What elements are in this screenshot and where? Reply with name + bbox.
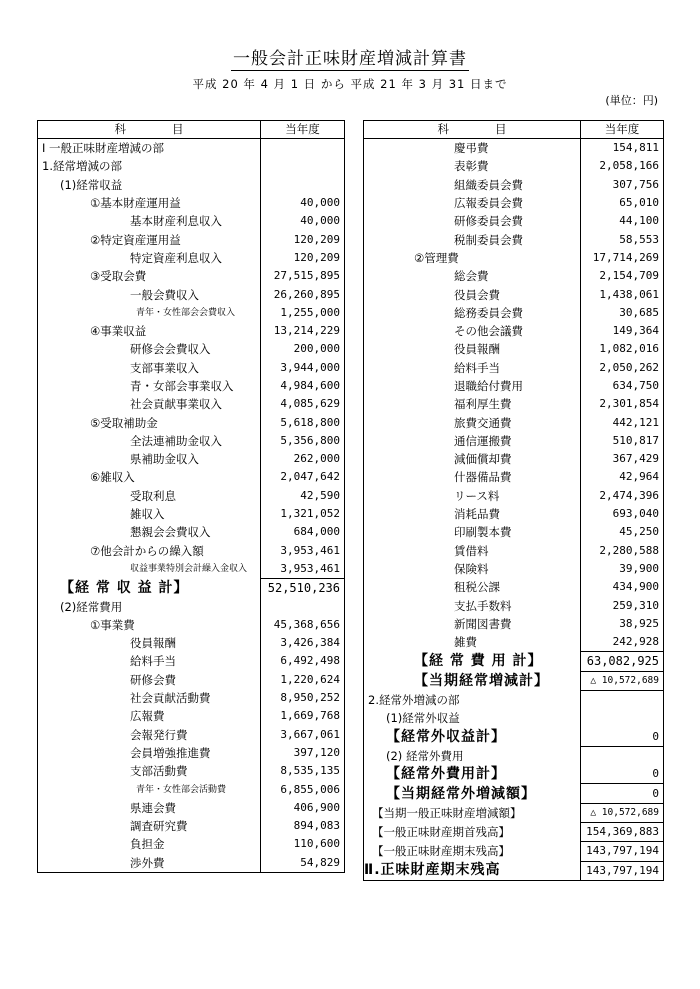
table-row (38, 487, 345, 505)
row-label: 保険料 (364, 560, 581, 578)
row-amount: 3,953,461 (280, 543, 340, 557)
table-row (364, 194, 664, 212)
row-label: 研修会費 (38, 671, 261, 689)
table-row (364, 304, 664, 322)
table-row (364, 728, 664, 747)
row-label: 受取利息 (38, 487, 261, 505)
row-label: 通信運搬費 (364, 432, 581, 450)
table-row (364, 267, 664, 285)
row-amount: 3,667,061 (280, 727, 340, 741)
row-amount: 434,900 (612, 580, 659, 594)
amount-header: 当年度 (261, 121, 345, 139)
table-row (364, 176, 664, 194)
unit-label: (単位：円) (605, 94, 658, 107)
table-row (364, 803, 664, 822)
table-row (364, 596, 664, 614)
row-label: 組織委員会費 (364, 176, 581, 194)
row-amount (581, 709, 664, 727)
row-label: Ⅰ 一般正味財産増減の部 (38, 139, 261, 158)
row-label: 【当期一般正味財産増減額】 (364, 803, 581, 822)
row-amount: 367,429 (612, 452, 659, 466)
table-row (364, 652, 664, 671)
table-row (364, 861, 664, 880)
row-amount: 38,925 (619, 616, 659, 630)
table-row (38, 249, 345, 267)
row-amount: 26,260,895 (273, 287, 340, 301)
row-label: 研修委員会費 (364, 212, 581, 230)
row-label: 旅費交通費 (364, 413, 581, 431)
table-row (364, 615, 664, 633)
row-label: 会員増強推進費 (38, 744, 261, 762)
table-row (364, 633, 664, 652)
row-amount: 27,515,895 (273, 269, 340, 283)
header-row (38, 121, 345, 139)
row-label: 県連会費 (38, 799, 261, 817)
table-row (38, 671, 345, 689)
row-amount: 54,829 (300, 855, 340, 869)
row-amount: 45,250 (619, 525, 659, 539)
table-row (38, 707, 345, 725)
row-label: 会報発行費 (38, 726, 261, 744)
row-label: 税制委員会費 (364, 230, 581, 248)
header-row (364, 121, 664, 139)
row-amount: 40,000 (300, 196, 340, 210)
row-amount: 1,669,768 (280, 709, 340, 723)
table-row (364, 578, 664, 596)
row-amount: 143,797,194 (581, 842, 664, 861)
row-label: 支払手数料 (364, 596, 581, 614)
table-row (38, 176, 345, 194)
table-row (38, 762, 345, 780)
table-row (364, 671, 664, 690)
row-amount: 2,047,642 (280, 470, 340, 484)
row-label: (2) 経常外費用 (364, 746, 581, 765)
row-amount: 8,535,135 (280, 764, 340, 778)
row-label: 広報費 (38, 707, 261, 725)
row-amount: 2,474,396 (599, 488, 659, 502)
document-title: 一般会計正味財産増減計算書 (233, 49, 467, 69)
row-label: 役員会費 (364, 285, 581, 303)
row-label: ⑦他会計からの繰入額 (38, 542, 261, 560)
table-row (364, 784, 664, 803)
row-amount (261, 176, 345, 194)
table-row (364, 139, 664, 158)
row-amount: 2,050,262 (599, 360, 659, 374)
row-amount: 242,928 (581, 633, 664, 652)
row-amount: 17,714,269 (592, 250, 659, 264)
row-amount: 2,154,709 (599, 269, 659, 283)
table-row (38, 505, 345, 523)
row-amount: 42,590 (300, 488, 340, 502)
row-label: ③受取会費 (38, 267, 261, 285)
table-row (364, 359, 664, 377)
table-row (364, 157, 664, 175)
row-amount: 2,058,166 (599, 159, 659, 173)
row-label: 2.経常外増減の部 (364, 690, 581, 709)
table-row (364, 542, 664, 560)
row-label: ①基本財産運用益 (38, 194, 261, 212)
row-label: ④事業収益 (38, 322, 261, 340)
table-row (364, 450, 664, 468)
table-row (364, 487, 664, 505)
row-label: ②特定資産運用益 (38, 230, 261, 248)
row-amount: 39,900 (619, 561, 659, 575)
row-label: 県補助金収入 (38, 450, 261, 468)
amount-header: 当年度 (581, 121, 664, 139)
row-amount (581, 746, 664, 765)
table-row (364, 468, 664, 486)
table-row (364, 395, 664, 413)
row-amount: 0 (581, 728, 664, 747)
row-amount (261, 597, 345, 615)
row-amount: 1,255,000 (280, 305, 340, 319)
row-label: 全法連補助金収入 (38, 432, 261, 450)
right-statement-table (363, 120, 664, 881)
row-amount: △ 10,572,689 (581, 671, 664, 690)
table-row (364, 432, 664, 450)
table-row (364, 340, 664, 358)
row-label: 社会貢献事業収入 (38, 395, 261, 413)
row-label: 支部活動費 (38, 762, 261, 780)
row-amount: 120,209 (293, 250, 340, 264)
table-row (38, 322, 345, 340)
table-row (364, 765, 664, 784)
table-row (364, 505, 664, 523)
row-amount: 65,010 (619, 196, 659, 210)
row-label: 懇親会会費収入 (38, 523, 261, 541)
row-label: 【経 常 収 益 計】 (38, 579, 261, 598)
row-label: 賃借料 (364, 542, 581, 560)
row-amount: 4,984,600 (280, 379, 340, 392)
table-row (38, 523, 345, 541)
row-label: 什器備品費 (364, 468, 581, 486)
table-row (38, 285, 345, 303)
row-label: 新聞図書費 (364, 615, 581, 633)
table-row (38, 194, 345, 212)
row-label: 雑収入 (38, 505, 261, 523)
table-row (38, 634, 345, 652)
table-row (38, 542, 345, 560)
row-amount: 3,426,384 (280, 636, 340, 650)
row-amount: 42,964 (619, 470, 659, 484)
row-amount: 44,100 (619, 214, 659, 228)
table-row (38, 212, 345, 230)
row-label: 社会貢献活動費 (38, 689, 261, 707)
row-label: 表彰費 (364, 157, 581, 175)
table-row (38, 377, 345, 395)
table-row (38, 854, 345, 873)
item-header: 科 目 (364, 121, 581, 139)
row-label: 支部事業収入 (38, 359, 261, 377)
row-amount: 262,000 (293, 452, 340, 466)
row-label: ①事業費 (38, 616, 261, 634)
row-label: 福利厚生費 (364, 395, 581, 413)
table-row (38, 267, 345, 285)
row-label: 広報委員会費 (364, 194, 581, 212)
table-row (38, 450, 345, 468)
left-statement-table (37, 120, 345, 873)
table-row (364, 709, 664, 727)
row-amount: 307,756 (612, 177, 659, 191)
row-amount: 120,209 (293, 232, 340, 246)
table-row (364, 212, 664, 230)
table-row (38, 359, 345, 377)
table-row (38, 616, 345, 634)
row-amount: 5,618,800 (280, 415, 340, 429)
row-amount: 6,492,498 (280, 654, 340, 668)
row-label: (2)経常費用 (38, 597, 261, 615)
row-amount: 30,685 (619, 305, 659, 319)
row-label: 雑費 (364, 633, 581, 652)
row-amount: 2,301,854 (599, 397, 659, 411)
row-label: リース料 (364, 487, 581, 505)
row-amount: 406,900 (293, 800, 340, 814)
row-amount: 634,750 (612, 379, 659, 392)
row-amount (261, 139, 345, 158)
row-label: 【経 常 費 用 計】 (364, 652, 581, 671)
row-label: 役員報酬 (38, 634, 261, 652)
row-label: 一般会費収入 (38, 285, 261, 303)
row-label: (1)経常収益 (38, 176, 261, 194)
table-row (364, 690, 664, 709)
table-row (38, 395, 345, 413)
table-row (364, 322, 664, 340)
table-row (38, 413, 345, 431)
row-label: 青・女部会事業収入 (38, 377, 261, 395)
row-amount: 1,321,052 (280, 507, 340, 521)
row-amount: 52,510,236 (267, 581, 340, 596)
row-label: 【経常外費用計】 (364, 765, 581, 784)
row-label: 1.経常増減の部 (38, 157, 261, 175)
row-label: 【一般正味財産期末残高】 (364, 842, 581, 861)
row-amount: 154,811 (612, 141, 659, 155)
row-amount: 259,310 (612, 598, 659, 612)
row-label: 【一般正味財産期首残高】 (364, 822, 581, 841)
table-row (38, 799, 345, 817)
row-label: 特定資産利息収入 (38, 249, 261, 267)
table-row (38, 652, 345, 670)
row-label: 減価償却費 (364, 450, 581, 468)
row-label: 【当期経常増減計】 (364, 671, 581, 690)
row-amount: 894,083 (293, 819, 340, 833)
row-amount: 110,600 (293, 837, 340, 851)
row-amount: 1,082,016 (599, 342, 659, 356)
row-amount (261, 157, 345, 175)
row-amount: 4,085,629 (280, 397, 340, 411)
row-label: ⑥雑収入 (38, 468, 261, 486)
table-row (38, 817, 345, 835)
table-row (364, 230, 664, 248)
table-row (364, 413, 664, 431)
row-label: 給料手当 (364, 359, 581, 377)
row-amount: 693,040 (612, 507, 659, 521)
table-row (38, 340, 345, 358)
table-row (364, 842, 664, 861)
table-row (38, 157, 345, 175)
row-label: 総会費 (364, 267, 581, 285)
row-label: その他会議費 (364, 322, 581, 340)
row-amount: 3,944,000 (280, 360, 340, 374)
row-amount: 149,364 (612, 324, 659, 338)
row-amount: 13,214,229 (273, 324, 340, 338)
table-row (38, 726, 345, 744)
row-label: 消耗品費 (364, 505, 581, 523)
row-amount: 63,082,925 (586, 654, 659, 669)
table-row (38, 230, 345, 248)
table-row (38, 579, 345, 598)
row-label: ②管理費 (364, 249, 581, 267)
item-header: 科 目 (38, 121, 261, 139)
table-row (364, 822, 664, 841)
row-amount: 58,553 (619, 232, 659, 246)
row-amount: 1,220,624 (280, 672, 340, 686)
row-label: 負担金 (38, 835, 261, 853)
row-amount: 442,121 (612, 415, 659, 429)
row-label: 印刷製本費 (364, 523, 581, 541)
row-amount: 200,000 (293, 342, 340, 356)
row-label: 租税公課 (364, 578, 581, 596)
row-amount: 684,000 (293, 525, 340, 539)
row-label: 総務委員会費 (364, 304, 581, 322)
row-amount: 3,953,461 (261, 560, 345, 579)
row-amount: 40,000 (300, 214, 340, 228)
table-row (364, 523, 664, 541)
row-label: 青年・女性部会会費収入 (38, 304, 261, 322)
table-row (38, 432, 345, 450)
row-amount: △ 10,572,689 (581, 803, 664, 822)
row-label: 青年・女性部会活動費 (38, 780, 261, 798)
table-row (38, 304, 345, 322)
row-label: 退職給付費用 (364, 377, 581, 395)
row-label: 収益事業特別会計繰入金収入 (38, 560, 261, 579)
table-row (364, 249, 664, 267)
table-row (364, 560, 664, 578)
row-amount: 1,438,061 (599, 287, 659, 301)
row-label: 慶弔費 (364, 139, 581, 158)
row-amount: 5,356,800 (280, 433, 340, 447)
row-amount: 510,817 (612, 433, 659, 447)
row-label: ⑤受取補助金 (38, 413, 261, 431)
table-row (364, 746, 664, 765)
table-row (38, 780, 345, 798)
row-label: (1)経常外収益 (364, 709, 581, 727)
row-amount: 8,950,252 (280, 691, 340, 705)
row-label: 渉外費 (38, 854, 261, 873)
row-amount: 397,120 (293, 745, 340, 759)
row-amount: 45,368,656 (273, 617, 340, 631)
row-label: 【経常外収益計】 (364, 728, 581, 747)
row-label: 調査研究費 (38, 817, 261, 835)
row-amount: 6,855,006 (280, 782, 340, 796)
row-label: 研修会会費収入 (38, 340, 261, 358)
table-row (38, 835, 345, 853)
row-amount: 154,369,883 (581, 822, 664, 841)
row-amount: 143,797,194 (586, 863, 659, 877)
table-row (364, 377, 664, 395)
table-row (38, 560, 345, 579)
row-label: 給料手当 (38, 652, 261, 670)
row-amount: 2,280,588 (599, 543, 659, 557)
row-label: 役員報酬 (364, 340, 581, 358)
table-row (38, 139, 345, 158)
table-row (38, 597, 345, 615)
row-label: 基本財産利息収入 (38, 212, 261, 230)
table-row (38, 689, 345, 707)
row-label: 【当期経常外増減額】 (364, 784, 581, 803)
row-label: Ⅱ.正味財産期末残高 (364, 861, 581, 880)
row-amount (581, 690, 664, 709)
table-row (364, 285, 664, 303)
table-row (38, 744, 345, 762)
row-amount: 0 (581, 784, 664, 803)
period-text: 平成 20 年 4 月 1 日 から 平成 21 年 3 月 31 日まで (192, 77, 508, 91)
row-amount: 0 (581, 765, 664, 784)
table-row (38, 468, 345, 486)
